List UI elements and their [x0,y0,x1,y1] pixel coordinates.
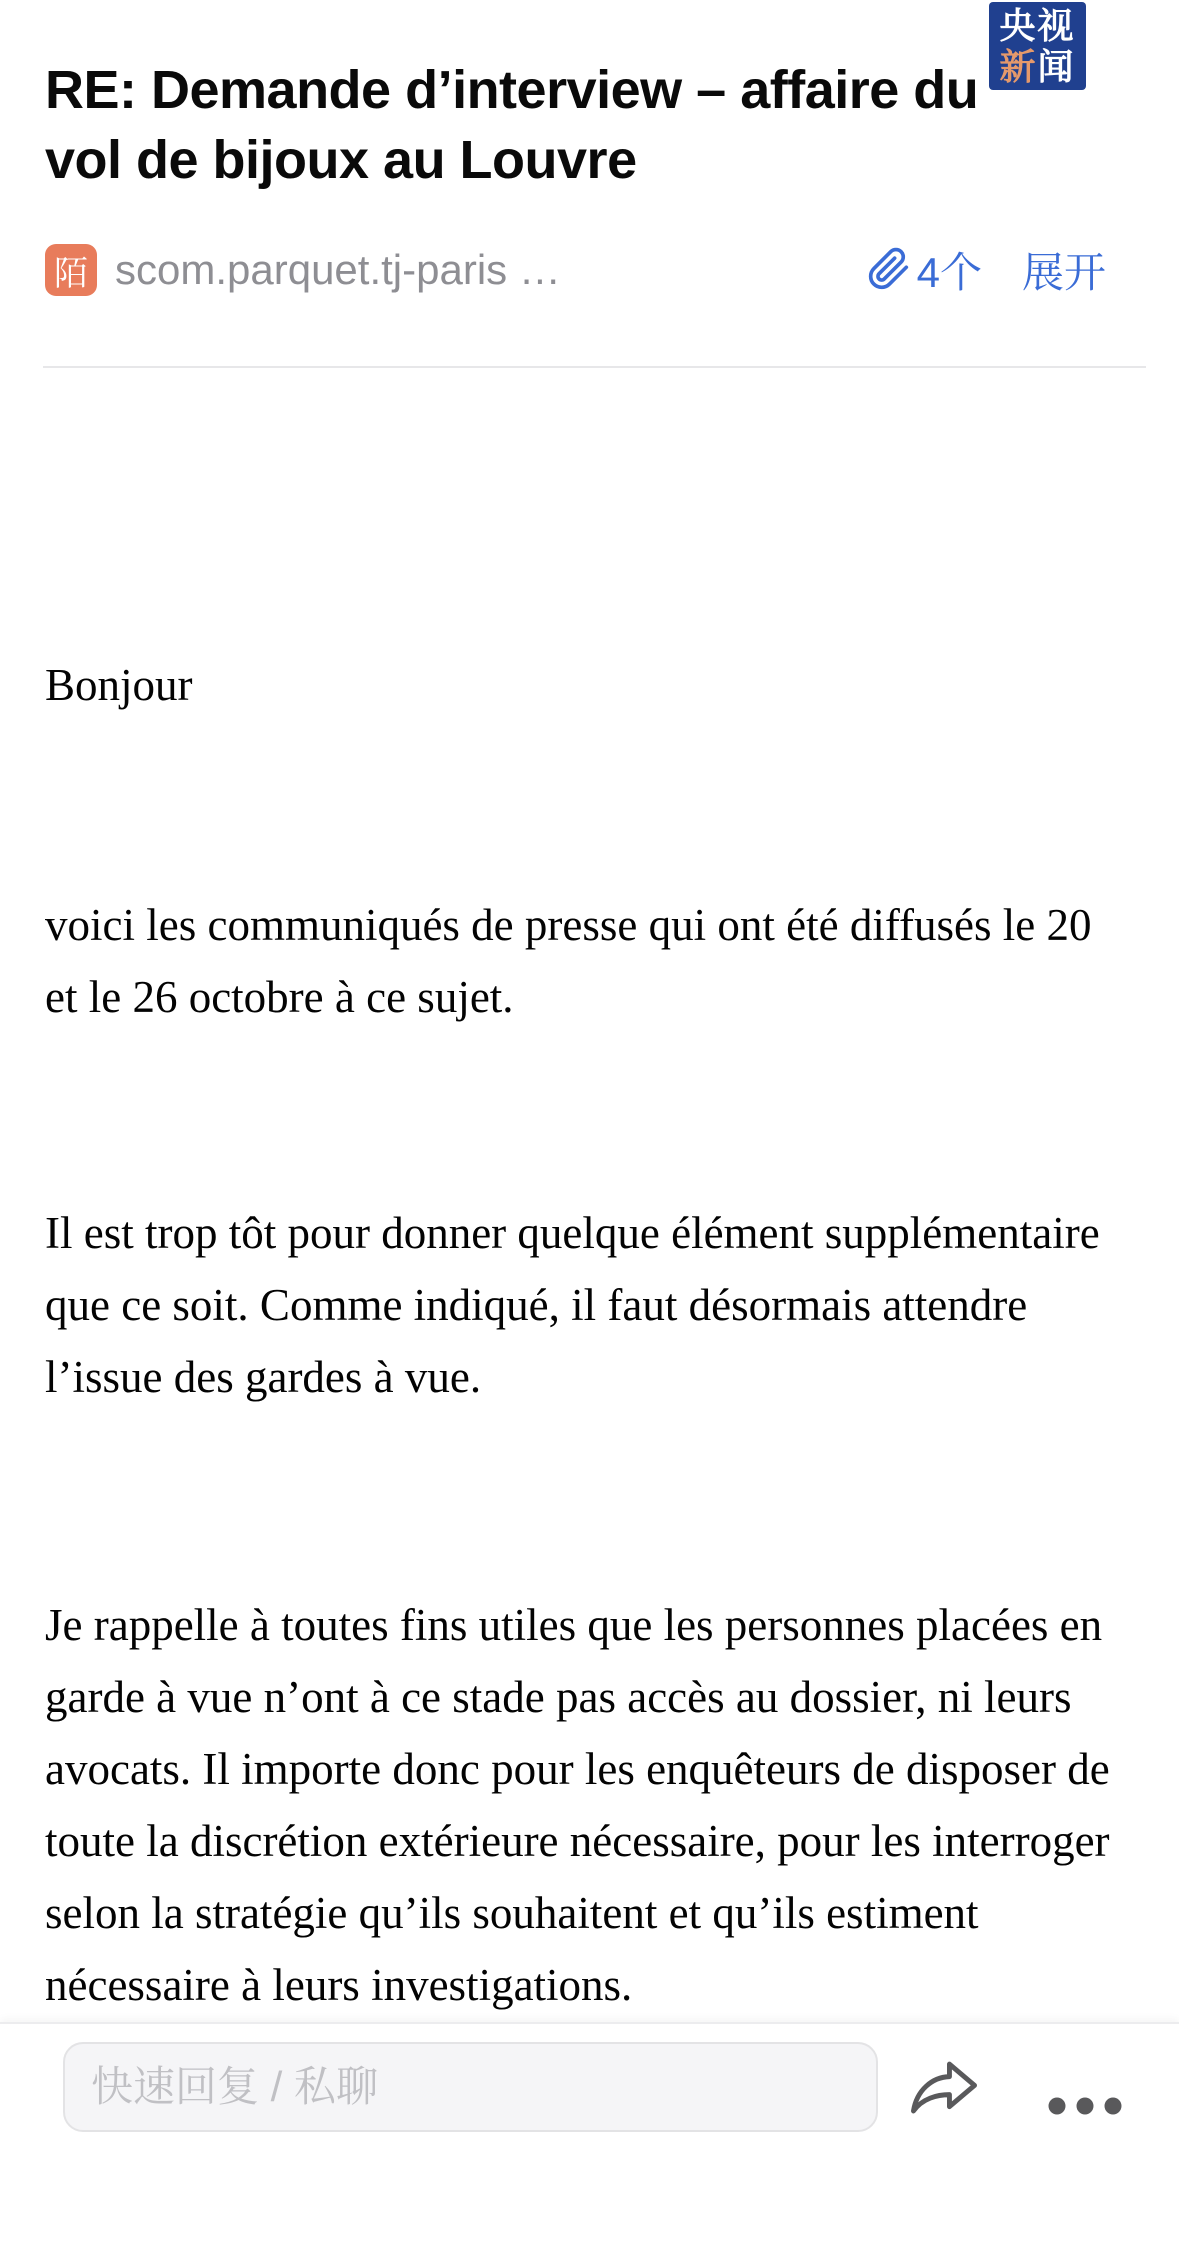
body-paragraph: Il est trop tôt pour donner quelque élément supplémentaire que ce soit. Comme indiqué, il faut désormais attendre l’issue des gardes à vue. [45,1208,1100,1402]
more-button[interactable] [1045,2096,1125,2116]
sender-avatar[interactable] [45,244,97,296]
sender-address[interactable]: scom.parquet.tj-paris … [115,246,561,293]
email-body [0,649,1179,2021]
watermark-line2: 新闻 [999,46,1076,87]
bottom-toolbar [0,2022,1179,2263]
watermark-line1: 央视 [999,5,1076,46]
attachments-button[interactable] [867,240,982,300]
quick-reply-input[interactable] [63,2042,878,2132]
expand-button[interactable]: 展开 [1022,240,1106,300]
sender-avatar-char: 陌 [54,254,88,293]
cctv-news-watermark [989,2,1086,90]
body-paragraph: Je rappelle à toutes fins utiles que les personnes placées en garde à vue n’ont à ce stade pas accès au dossier, ni leurs avocats. Il importe donc pour les enquêteurs de disposer de toute la discrétion extérieure nécessaire, pour les interroger selon la stratégie qu’ils souhaitent et qu’ils estiment nécessaire à leurs investigations. [45,1600,1110,2010]
attachment-count: 4个 [916,249,982,296]
body-paragraph: Bonjour [45,660,193,710]
body-paragraph: voici les communiqués de presse qui ont été diffusés le 20 et le 26 octobre à ce sujet. [45,900,1092,1022]
ellipsis-icon [1045,2104,1125,2119]
email-subject-line1: RE: Demande d’interview – affaire du [45,60,979,120]
sender-row [45,244,1134,296]
header-divider [43,366,1146,368]
forward-arrow-icon [908,2104,980,2119]
attachment-cluster [867,240,1134,300]
paperclip-icon [867,247,911,294]
email-subject-line2: vol de bijoux au Louvre [45,130,637,190]
forward-button[interactable] [908,2058,980,2116]
